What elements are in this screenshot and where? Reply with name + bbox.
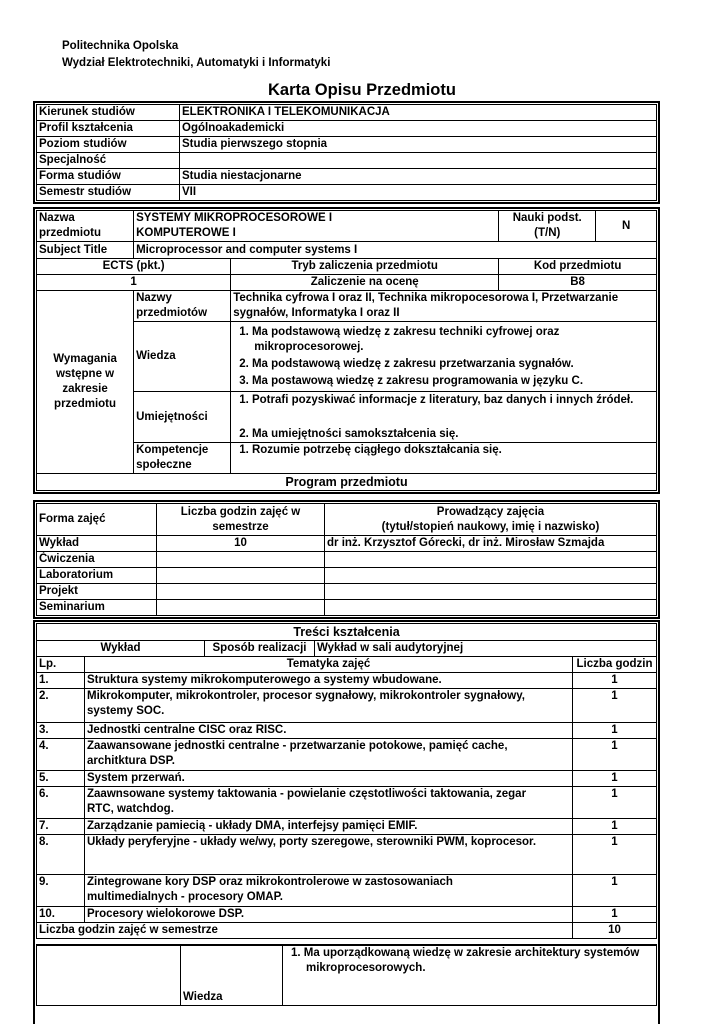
topics-header-lp: Lp. — [37, 657, 85, 673]
content-type: Wykład — [37, 641, 205, 657]
prerequisites-label: Wymagania wstępne w zakresie przedmiotu — [37, 291, 134, 474]
topic-text: Zarządzanie pamiecią - układy DMA, interfejsy pamięci EMIF. — [85, 819, 573, 835]
code-label: Kod przedmiotu — [499, 259, 657, 275]
ects-label: ECTS (pkt.) — [37, 259, 231, 275]
mode-value: Zaliczenie na ocenę — [231, 275, 499, 291]
form-name: Laboratorium — [37, 568, 157, 584]
course-name-label: Nazwa przedmiotu — [37, 211, 134, 242]
basic-sciences-label: Nauki podst. (T/N) — [499, 211, 596, 242]
prereq-skills-label: Umiejętności — [134, 392, 231, 443]
course-block — [33, 207, 660, 494]
form-name: Projekt — [37, 584, 157, 600]
info-value: VII — [180, 185, 657, 201]
form-row — [37, 552, 657, 568]
info-row — [37, 137, 657, 153]
form-teacher — [325, 568, 657, 584]
topic-row — [37, 787, 657, 819]
outcomes-blank — [37, 945, 181, 1005]
prereq-knowledge-label: Wiedza — [134, 322, 231, 392]
form-row — [37, 600, 657, 616]
total-hours-value: 10 — [573, 923, 657, 939]
topic-row — [37, 875, 657, 907]
info-value — [180, 153, 657, 169]
topic-hours: 1 — [573, 689, 657, 723]
form-hours: 10 — [157, 536, 325, 552]
form-hours — [157, 584, 325, 600]
info-row — [37, 121, 657, 137]
topic-lp: 1. — [37, 673, 85, 689]
topic-hours: 1 — [573, 835, 657, 875]
topic-text: Struktura systemy mikrokomputerowego a systemy wbudowane. — [85, 673, 573, 689]
topic-text: Układy peryferyjne - układy we/wy, porty szeregowe, sterowniki PWM, koprocesor. — [85, 835, 573, 875]
topic-row — [37, 723, 657, 739]
topic-lp: 9. — [37, 875, 85, 907]
topic-hours: 1 — [573, 771, 657, 787]
total-hours-label: Liczba godzin zajęć w semestrze — [37, 923, 573, 939]
form-name: Seminarium — [37, 600, 157, 616]
topic-row — [37, 739, 657, 771]
info-row — [37, 153, 657, 169]
university-name: Politechnika Opolska — [62, 40, 179, 52]
info-value: Ogólnoakademicki — [180, 121, 657, 137]
info-value: Studia niestacjonarne — [180, 169, 657, 185]
topic-lp: 3. — [37, 723, 85, 739]
topic-lp: 5. — [37, 771, 85, 787]
info-label: Kierunek studiów — [37, 105, 180, 121]
form-teacher — [325, 600, 657, 616]
form-teacher: dr inż. Krzysztof Górecki, dr inż. Mirosław Szmajda — [325, 536, 657, 552]
form-row — [37, 536, 657, 552]
topic-lp: 2. — [37, 689, 85, 723]
form-row — [37, 584, 657, 600]
topics-header-hours: Liczba godzin — [573, 657, 657, 673]
info-row — [37, 169, 657, 185]
course-name-value: SYSTEMY MIKROPROCESOROWE I KOMPUTEROWE I — [134, 211, 499, 242]
prereq-competences-list: 1. Rozumie potrzebę ciągłego dokształcania się. — [231, 443, 657, 474]
info-value: ELEKTRONIKA I TELEKOMUNIKACJA — [180, 105, 657, 121]
topic-lp: 8. — [37, 835, 85, 875]
topic-hours: 1 — [573, 673, 657, 689]
topic-text: Zaawansowane jednostki centralne - przetwarzanie potokowe, pamięć cache, architktura DSP. — [85, 739, 573, 771]
basic-sciences-value: N — [596, 211, 657, 242]
method-label: Sposób realizacji — [205, 641, 315, 657]
prereq-competences-label: Kompetencje społeczne — [134, 443, 231, 474]
topic-row — [37, 907, 657, 923]
topic-text: Mikrokomputer, mikrokontroler, procesor sygnałowy, mikrokontroler sygnałowy, systemy SOC. — [85, 689, 573, 723]
info-label: Poziom studiów — [37, 137, 180, 153]
code-value: B8 — [499, 275, 657, 291]
subject-title-label: Subject Title — [37, 242, 134, 259]
topic-hours: 1 — [573, 739, 657, 771]
info-row — [37, 105, 657, 121]
topic-text: Zaawnsowane systemy taktowania - powielanie częstotliwości taktowania, zegar RTC, watchdog. — [85, 787, 573, 819]
form-name: Ćwiczenia — [37, 552, 157, 568]
topic-text: System przerwań. — [85, 771, 573, 787]
form-name: Wykład — [37, 536, 157, 552]
ects-value: 1 — [37, 275, 231, 291]
info-value: Studia pierwszego stopnia — [180, 137, 657, 153]
form-teacher — [325, 552, 657, 568]
topic-lp: 6. — [37, 787, 85, 819]
info-row — [37, 185, 657, 201]
topic-row — [37, 673, 657, 689]
topic-row — [37, 835, 657, 875]
info-label: Specjalność — [37, 153, 180, 169]
topics-header-topic: Tematyka zajęć — [85, 657, 573, 673]
topic-lp: 10. — [37, 907, 85, 923]
topic-row — [37, 771, 657, 787]
subject-title-value: Microprocessor and computer systems I — [134, 242, 657, 259]
info-label: Semestr studiów — [37, 185, 180, 201]
outcomes-knowledge-list: 1. Ma uporządkowaną wiedzę w zakresie architektury systemów mikroprocesorowych. — [283, 945, 657, 1005]
form-hours — [157, 552, 325, 568]
forms-header-hours: Liczba godzin zajęć w semestrze — [157, 504, 325, 536]
forms-header-form: Forma zajęć — [37, 504, 157, 536]
info-label: Forma studiów — [37, 169, 180, 185]
topic-row — [37, 819, 657, 835]
study-info-block — [33, 101, 660, 204]
content-title: Treści kształcenia — [37, 624, 657, 641]
prereq-skills-list: 1. Potrafi pozyskiwać informacje z literatury, baz danych i innych źródeł. 2. Ma umiejętności samokształcenia się. — [231, 392, 657, 443]
program-title: Program przedmiotu — [37, 474, 657, 491]
faculty-name: Wydział Elektrotechniki, Automatyki i Informatyki — [62, 57, 331, 69]
course-content-block — [33, 620, 660, 1024]
class-forms-block — [33, 500, 660, 619]
topic-hours: 1 — [573, 819, 657, 835]
form-teacher — [325, 584, 657, 600]
form-hours — [157, 600, 325, 616]
topic-lp: 4. — [37, 739, 85, 771]
topic-text: Procesory wielokorowe DSP. — [85, 907, 573, 923]
topic-hours: 1 — [573, 723, 657, 739]
topic-lp: 7. — [37, 819, 85, 835]
prereq-knowledge-list: 1. Ma podstawową wiedzę z zakresu techniki cyfrowej oraz mikroprocesorowej. 2. Ma podstawową wiedzę z zakresu przetwarzania sygnałów. 3. Ma postawową wiedzę z zakresu programowania w języku C. — [231, 322, 657, 392]
topic-hours: 1 — [573, 875, 657, 907]
forms-header-teacher: Prowadzący zajęcia (tytuł/stopień naukowy, imię i nazwisko) — [325, 504, 657, 536]
mode-label: Tryb zaliczenia przedmiotu — [231, 259, 499, 275]
form-hours — [157, 568, 325, 584]
topic-text: Zintegrowane kory DSP oraz mikrokontrolerowe w zastosowaniach multimedialnych - procesory OMAP. — [85, 875, 573, 907]
topic-hours: 1 — [573, 787, 657, 819]
form-row — [37, 568, 657, 584]
page-title: Karta Opisu Przedmiotu — [268, 81, 456, 99]
prereq-courses-label: Nazwy przedmiotów — [134, 291, 231, 322]
info-label: Profil kształcenia — [37, 121, 180, 137]
topic-text: Jednostki centralne CISC oraz RISC. — [85, 723, 573, 739]
prereq-courses-value: Technika cyfrowa I oraz II, Technika mikropocesorowa I, Przetwarzanie sygnałów, Informatyka I oraz II — [231, 291, 657, 322]
method-value: Wykład w sali audytoryjnej — [315, 641, 657, 657]
topic-row — [37, 689, 657, 723]
topic-hours: 1 — [573, 907, 657, 923]
outcomes-knowledge-label: Wiedza — [181, 945, 283, 1005]
